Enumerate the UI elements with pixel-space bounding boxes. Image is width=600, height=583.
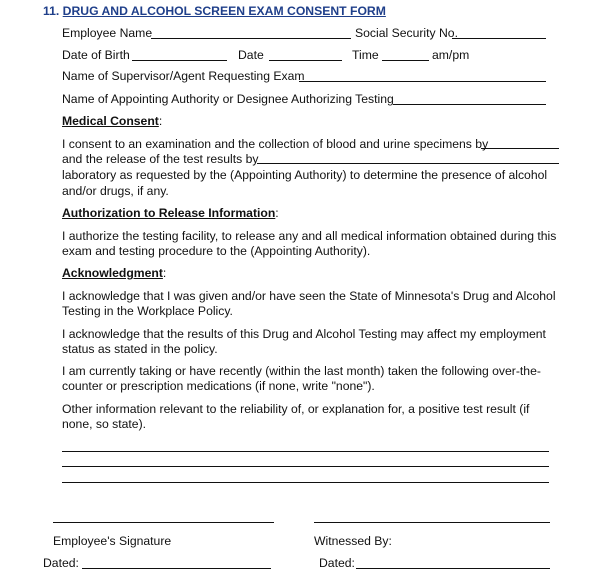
authorization-line1: I authorize the testing facility, to release any and all medical information obtained during this — [62, 229, 557, 243]
supervisor-field[interactable] — [299, 81, 546, 82]
time-label: Time — [352, 48, 379, 62]
response-line-1[interactable] — [62, 451, 549, 452]
ack-p3-line2: counter or prescription medications (if none, write "none"). — [62, 379, 375, 393]
specimen-collector-field[interactable] — [481, 148, 559, 149]
authorization-heading: Authorization to Release Information: — [62, 206, 279, 220]
ack-p1-line1: I acknowledge that I was given and/or have seen the State of Minnesota's Drug and Alcohol — [62, 289, 556, 303]
ack-p2-line1: I acknowledge that the results of this Drug and Alcohol Testing may affect my employment — [62, 327, 546, 341]
dob-field[interactable] — [132, 60, 227, 61]
date-label: Date — [238, 48, 264, 62]
employee-name-field[interactable] — [151, 38, 351, 39]
witness-signature-field[interactable] — [314, 522, 550, 523]
ack-p3-line1: I am currently taking or have recently (within the last month) taken the following over-the- — [62, 364, 541, 378]
medical-consent-line1: I consent to an examination and the collection of blood and urine specimens by — [62, 137, 489, 151]
witness-dated-field[interactable] — [356, 568, 550, 569]
ssn-label: Social Security No. — [355, 26, 458, 40]
authority-label: Name of Appointing Authority or Designee Authorizing Testing — [62, 92, 394, 106]
employee-dated-label: Dated: — [43, 556, 79, 570]
response-line-2[interactable] — [62, 466, 549, 467]
date-field[interactable] — [269, 60, 342, 61]
ampm-label: am/pm — [432, 48, 470, 62]
authorization-line2: exam and testing procedure to the (Appointing Authority). — [62, 244, 371, 258]
form-title-text: DRUG AND ALCOHOL SCREEN EXAM CONSENT FORM — [62, 4, 386, 18]
form-number: 11. — [43, 4, 60, 18]
ack-p4-line1: Other information relevant to the reliability of, or explanation for, a positive test result (if — [62, 402, 530, 416]
employee-name-label: Employee Name — [62, 26, 153, 40]
medical-consent-line2: and the release of the test results by — [62, 152, 259, 166]
employee-signature-label: Employee's Signature — [53, 534, 172, 548]
medical-consent-line4: and/or drugs, if any. — [62, 184, 169, 198]
employee-dated-field[interactable] — [82, 568, 271, 569]
witness-dated-label: Dated: — [319, 556, 355, 570]
ack-p2-line2: status as stated in the policy. — [62, 342, 218, 356]
ack-p1-line2: Testing in the Workplace Policy. — [62, 304, 233, 318]
ssn-field[interactable] — [452, 38, 546, 39]
time-field[interactable] — [382, 60, 429, 61]
ack-p4-line2: none, so state). — [62, 417, 147, 431]
response-line-3[interactable] — [62, 482, 549, 483]
witnessed-by-label: Witnessed By: — [314, 534, 392, 548]
form-title — [43, 4, 386, 18]
results-release-field[interactable] — [257, 163, 559, 164]
supervisor-label: Name of Supervisor/Agent Requesting Exam — [62, 69, 305, 83]
employee-signature-field[interactable] — [53, 522, 274, 523]
acknowledgment-heading: Acknowledgment: — [62, 266, 167, 280]
dob-label: Date of Birth — [62, 48, 130, 62]
authority-field[interactable] — [393, 104, 546, 105]
medical-consent-line3: laboratory as requested by the (Appointing Authority) to determine the presence of alcohol — [62, 168, 548, 182]
medical-consent-heading: Medical Consent: — [62, 114, 163, 128]
